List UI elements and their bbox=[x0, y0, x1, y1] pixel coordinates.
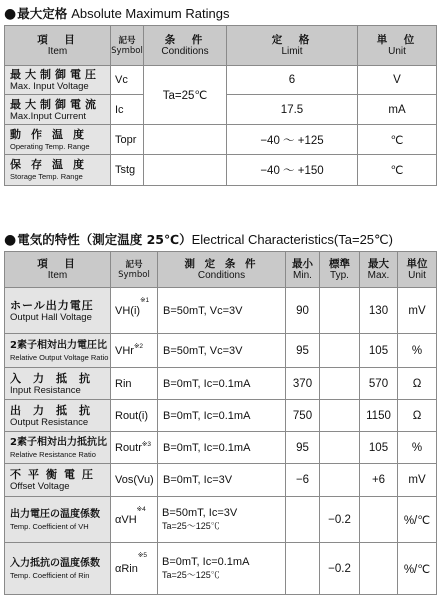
symbol-cell: Rin bbox=[111, 368, 158, 400]
typ-cell bbox=[320, 432, 360, 464]
max-cell: 105 bbox=[360, 334, 398, 368]
symbol-cell: Vc bbox=[111, 66, 144, 95]
item-cell: ホール出力電圧 Output Hall Voltage bbox=[5, 288, 111, 334]
symbol-cell: VH(i) ※1 bbox=[111, 288, 158, 334]
table-row bbox=[5, 497, 437, 543]
condition-cell: B=50mT, Ic=3V Ta=25〜125℃ bbox=[158, 497, 286, 543]
min-cell: 370 bbox=[286, 368, 320, 400]
item-cell: 2素子相対出力抵抗比 Relative Resistance Ratio bbox=[5, 432, 111, 464]
table-row bbox=[5, 543, 437, 595]
min-cell: 750 bbox=[286, 400, 320, 432]
item-cell: 動作温度 Operating Temp. Range bbox=[5, 125, 111, 155]
table-row bbox=[5, 125, 437, 155]
header-conditions: 条 件 Conditions bbox=[144, 26, 227, 66]
symbol-cell: VHr ※2 bbox=[111, 334, 158, 368]
table-row bbox=[5, 155, 437, 186]
symbol-cell: Ic bbox=[111, 95, 144, 125]
shared-condition-cell: Ta=25℃ bbox=[144, 66, 227, 125]
max-cell: +6 bbox=[360, 464, 398, 497]
limit-cell: −40 〜 +125 bbox=[227, 125, 358, 155]
item-cell: 入力抵抗 Input Resistance bbox=[5, 368, 111, 400]
symbol-cell: Topr bbox=[111, 125, 144, 155]
condition-cell: B=50mT, Vc=3V bbox=[158, 288, 286, 334]
header-min: 最小 Min. bbox=[286, 252, 320, 288]
header-row bbox=[5, 252, 437, 288]
header-symbol: 記号 Symbol bbox=[111, 26, 144, 66]
item-cell: 入力抵抗の温度係数 Temp. Coefficient of Rin bbox=[5, 543, 111, 595]
unit-cell: % bbox=[398, 334, 437, 368]
symbol-cell: Tstg bbox=[111, 155, 144, 186]
typ-cell: −0.2 bbox=[320, 497, 360, 543]
unit-cell: mA bbox=[358, 95, 437, 125]
symbol-cell: αVH ※4 bbox=[111, 497, 158, 543]
typ-cell bbox=[320, 400, 360, 432]
table-row bbox=[5, 368, 437, 400]
symbol-cell: Routr ※3 bbox=[111, 432, 158, 464]
item-cell: 不平衡電圧 Offset Voltage bbox=[5, 464, 111, 497]
limit-cell: 17.5 bbox=[227, 95, 358, 125]
max-cell: 130 bbox=[360, 288, 398, 334]
unit-cell: V bbox=[358, 66, 437, 95]
min-cell: 95 bbox=[286, 432, 320, 464]
unit-cell: ℃ bbox=[358, 155, 437, 186]
table-row bbox=[5, 288, 437, 334]
item-cell: 最大制御電流 Max.Input Current bbox=[5, 95, 111, 125]
condition-cell: B=0mT, Ic=0.1mA bbox=[158, 368, 286, 400]
symbol-cell: Vos(Vu) bbox=[111, 464, 158, 497]
table-row bbox=[5, 400, 437, 432]
typ-cell bbox=[320, 464, 360, 497]
table-row bbox=[5, 432, 437, 464]
item-cell: 2素子相対出力電圧比 Relative Output Voltage Ratio bbox=[5, 334, 111, 368]
min-cell: 95 bbox=[286, 334, 320, 368]
header-limit: 定 格 Limit bbox=[227, 26, 358, 66]
max-cell: 1150 bbox=[360, 400, 398, 432]
unit-cell: Ω bbox=[398, 368, 437, 400]
header-conditions: 測 定 条 件 Conditions bbox=[158, 252, 286, 288]
condition-cell: B=50mT, Vc=3V bbox=[158, 334, 286, 368]
header-symbol: 記号 Symbol bbox=[111, 252, 158, 288]
electrical-characteristics-table bbox=[4, 251, 437, 595]
symbol-cell: αRin ※5 bbox=[111, 543, 158, 595]
header-item: 項 目 Item bbox=[5, 252, 111, 288]
max-ratings-table bbox=[4, 25, 437, 186]
symbol-cell: Rout(i) bbox=[111, 400, 158, 432]
header-typ: 標準 Typ. bbox=[320, 252, 360, 288]
min-cell: 90 bbox=[286, 288, 320, 334]
typ-cell: −0.2 bbox=[320, 543, 360, 595]
table-row bbox=[5, 464, 437, 497]
unit-cell: Ω bbox=[398, 400, 437, 432]
header-item: 項 目 Item bbox=[5, 26, 111, 66]
unit-cell: mV bbox=[398, 288, 437, 334]
min-cell: −6 bbox=[286, 464, 320, 497]
condition-cell: B=0mT, Ic=0.1mA bbox=[158, 432, 286, 464]
empty-condition-cell bbox=[144, 125, 227, 155]
max-cell: 105 bbox=[360, 432, 398, 464]
header-max: 最大 Max. bbox=[360, 252, 398, 288]
limit-cell: 6 bbox=[227, 66, 358, 95]
min-cell bbox=[286, 543, 320, 595]
max-cell bbox=[360, 543, 398, 595]
section-title-electrical: ●電気的特性（測定温度 25℃）Electrical Characteristics(Ta=25℃) bbox=[4, 232, 393, 248]
unit-cell: mV bbox=[398, 464, 437, 497]
max-cell: 570 bbox=[360, 368, 398, 400]
typ-cell bbox=[320, 334, 360, 368]
unit-cell: ℃ bbox=[358, 125, 437, 155]
condition-cell: B=0mT, Ic=0.1mA Ta=25〜125℃ bbox=[158, 543, 286, 595]
typ-cell bbox=[320, 368, 360, 400]
min-cell bbox=[286, 497, 320, 543]
max-cell bbox=[360, 497, 398, 543]
table-row bbox=[5, 66, 437, 95]
section-title-max-ratings: ●最大定格 Absolute Maximum Ratings bbox=[4, 6, 230, 22]
unit-cell: %/℃ bbox=[398, 497, 437, 543]
item-cell: 保存温度 Storage Temp. Range bbox=[5, 155, 111, 186]
item-cell: 出力抵抗 Output Resistance bbox=[5, 400, 111, 432]
typ-cell bbox=[320, 288, 360, 334]
item-cell: 最大制御電圧 Max. Input Voltage bbox=[5, 66, 111, 95]
header-unit: 単位 Unit bbox=[398, 252, 437, 288]
item-cell: 出力電圧の温度係数 Temp. Coefficient of VH bbox=[5, 497, 111, 543]
limit-cell: −40 〜 +150 bbox=[227, 155, 358, 186]
empty-condition-cell bbox=[144, 155, 227, 186]
unit-cell: % bbox=[398, 432, 437, 464]
unit-cell: %/℃ bbox=[398, 543, 437, 595]
condition-cell: B=0mT, Ic=0.1mA bbox=[158, 400, 286, 432]
table-row bbox=[5, 334, 437, 368]
header-row bbox=[5, 26, 437, 66]
header-unit: 単 位 Unit bbox=[358, 26, 437, 66]
condition-cell: B=0mT, Ic=3V bbox=[158, 464, 286, 497]
